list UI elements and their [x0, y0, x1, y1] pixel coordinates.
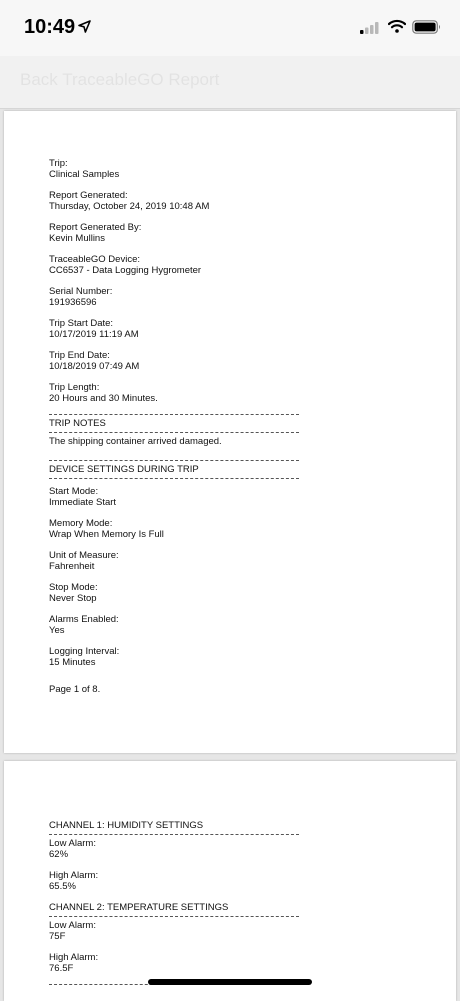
device-setting-field-label: Start Mode: [49, 486, 99, 497]
trip-notes-text: The shipping container arrived damaged. [49, 436, 222, 447]
trip-info-field [49, 222, 449, 244]
trip-info-field [49, 318, 449, 340]
device-setting-field-value: Never Stop [49, 593, 97, 604]
status-time: 10:49 [24, 16, 76, 38]
device-setting-field-label: Memory Mode: [49, 518, 113, 529]
navigation-bar [0, 56, 460, 109]
temperature-setting-field-label: High Alarm: [49, 952, 99, 963]
device-setting-field-value: Wrap When Memory Is Full [49, 529, 164, 540]
trip-info-field-label: Report Generated By: [49, 222, 142, 233]
device-setting-field-value: Immediate Start [49, 497, 117, 508]
trip-info-field-label: Report Generated: [49, 190, 128, 201]
report-page-1-content [49, 158, 449, 695]
location-arrow-icon [78, 20, 91, 38]
report-page-2 [4, 761, 456, 1001]
dashed-separator [49, 834, 299, 835]
channel-2-header: CHANNEL 2: TEMPERATURE SETTINGS [49, 902, 229, 913]
device-setting-field [49, 550, 449, 572]
trip-info-field-value: 10/17/2019 11:19 AM [49, 329, 139, 340]
wifi-icon [388, 19, 406, 38]
trip-info-field-value: Kevin Mullins [49, 233, 105, 244]
trip-info-field-value: Thursday, October 24, 2019 10:48 AM [49, 201, 210, 212]
trip-info-field-label: Trip Start Date: [49, 318, 114, 329]
status-bar [0, 0, 460, 56]
device-setting-field [49, 646, 449, 668]
home-indicator[interactable] [148, 979, 312, 985]
trip-info-field-label: Trip Length: [49, 382, 100, 393]
humidity-setting-field-value: 62% [49, 849, 69, 860]
trip-info-field-label: Trip: [49, 158, 68, 169]
device-setting-field [49, 582, 449, 604]
dashed-separator [49, 460, 299, 461]
device-setting-field [49, 614, 449, 636]
trip-info-field-value: 10/18/2019 07:49 AM [49, 361, 140, 372]
humidity-setting-field [49, 838, 449, 860]
device-settings-header: DEVICE SETTINGS DURING TRIP [49, 464, 199, 475]
dashed-separator [49, 478, 299, 479]
trip-info-field [49, 286, 449, 308]
temperature-setting-field-value: 75F [49, 931, 66, 942]
dashed-separator [49, 916, 299, 917]
trip-info-field-value: 20 Hours and 30 Minutes. [49, 393, 158, 404]
trip-info-field [49, 190, 449, 212]
trip-info-field-label: Trip End Date: [49, 350, 110, 361]
trip-info-field [49, 350, 449, 372]
nav-title[interactable]: Back TraceableGO Report [20, 70, 220, 89]
page-number: Page 1 of 8. [49, 684, 101, 695]
humidity-setting-field-label: High Alarm: [49, 870, 99, 881]
device-setting-field-label: Stop Mode: [49, 582, 98, 593]
trip-info-field-value: 191936596 [49, 297, 97, 308]
dashed-separator [49, 414, 299, 415]
device-setting-field [49, 486, 449, 508]
temperature-setting-field [49, 952, 449, 974]
channel-1-header: CHANNEL 1: HUMIDITY SETTINGS [49, 820, 204, 831]
report-page-1 [4, 111, 456, 753]
device-setting-field-label: Alarms Enabled: [49, 614, 119, 625]
temperature-setting-field-value: 76.5F [49, 963, 74, 974]
device-setting-field-value: Yes [49, 625, 65, 636]
device-setting-field [49, 518, 449, 540]
temperature-setting-field [49, 920, 449, 942]
report-page-2-content [49, 817, 449, 988]
trip-info-field-label: TraceableGO Device: [49, 254, 140, 265]
temperature-setting-field-label: Low Alarm: [49, 920, 96, 931]
trip-notes-header: TRIP NOTES [49, 418, 106, 429]
trip-info-field-value: CC6537 - Data Logging Hygrometer [49, 265, 202, 276]
device-setting-field-value: 15 Minutes [49, 657, 96, 668]
trip-info-field [49, 158, 449, 180]
device-setting-field-value: Fahrenheit [49, 561, 95, 572]
device-setting-field-label: Logging Interval: [49, 646, 120, 657]
device-setting-field-label: Unit of Measure: [49, 550, 119, 561]
trip-info-field [49, 382, 449, 404]
trip-info-field-label: Serial Number: [49, 286, 113, 297]
trip-info-field [49, 254, 449, 276]
humidity-setting-field-value: 65.5% [49, 881, 76, 892]
humidity-setting-field-label: Low Alarm: [49, 838, 96, 849]
battery-icon [412, 20, 442, 39]
dashed-separator [49, 432, 299, 433]
trip-info-field-value: Clinical Samples [49, 169, 120, 180]
humidity-setting-field [49, 870, 449, 892]
cellular-signal-icon [360, 21, 380, 39]
